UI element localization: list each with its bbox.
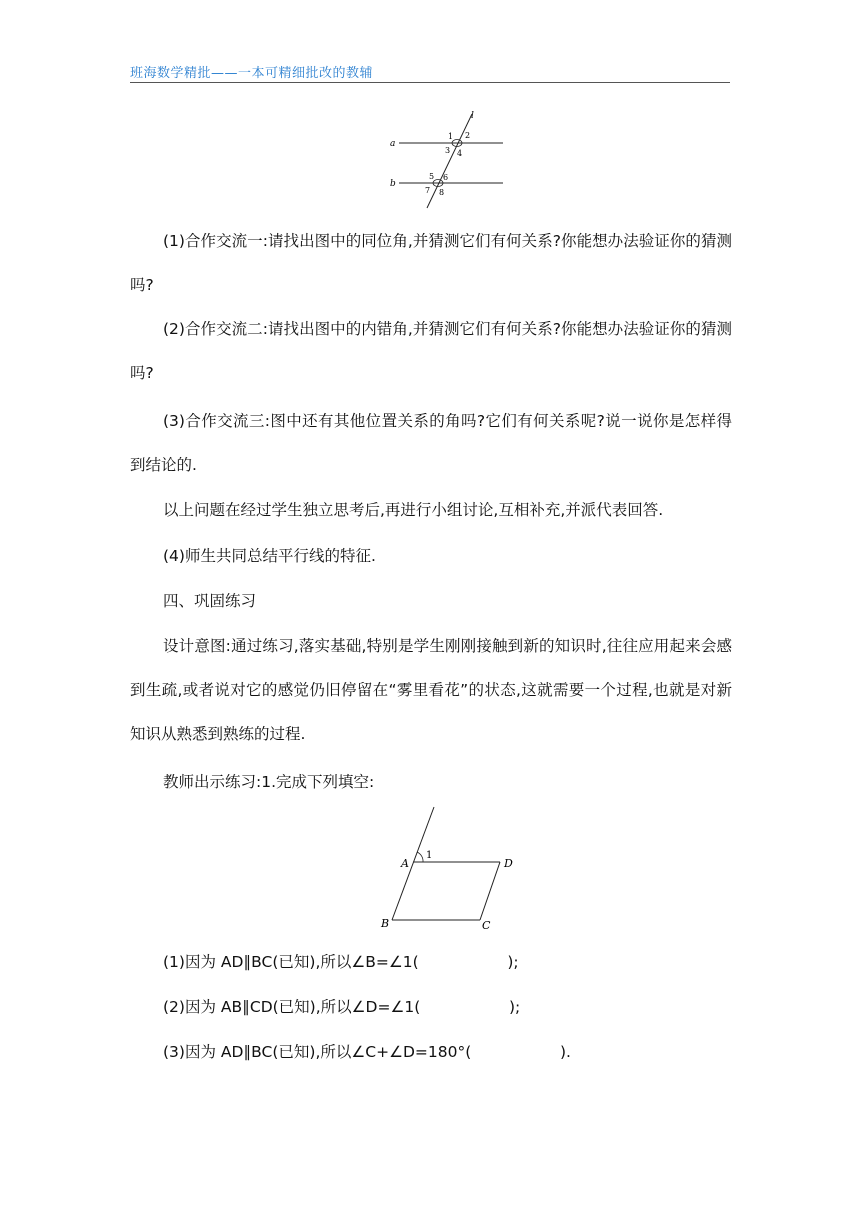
paragraph-design-intent: 设计意图:通过练习,落实基础,特别是学生刚刚接触到新的知识时,往往应用起来会感到生疏,或者说对它的感觉仍旧停留在“雾里看花”的状态,这就需要一个过程,也就是对新知识从熟悉到熟练的过程. bbox=[130, 637, 732, 743]
angle-5: 5 bbox=[429, 172, 435, 181]
vertex-c: C bbox=[482, 919, 491, 932]
paragraph-cooperation-1: (1)合作交流一:请找出图中的同位角,并猜测它们有何关系?你能想办法验证你的猜测吗? bbox=[130, 232, 732, 294]
exercise-2: (2)因为 AB∥CD(已知),所以∠D=∠1( ); bbox=[163, 998, 521, 1016]
angle-7: 7 bbox=[425, 186, 431, 195]
label-l: l bbox=[471, 111, 474, 121]
label-a: a bbox=[390, 139, 396, 149]
angle-1-arc bbox=[417, 852, 423, 862]
vertex-d: D bbox=[504, 857, 513, 870]
paragraph-discussion: 以上问题在经过学生独立思考后,再进行小组讨论,互相补充,并派代表回答. bbox=[163, 501, 664, 519]
transversal-l bbox=[427, 114, 472, 208]
angle-6: 6 bbox=[443, 173, 449, 182]
angle-2: 2 bbox=[465, 131, 471, 140]
vertex-a: A bbox=[401, 857, 409, 870]
paragraph-cooperation-2: (2)合作交流二:请找出图中的内错角,并猜测它们有何关系?你能想办法验证你的猜测吗? bbox=[130, 320, 732, 382]
angle-1: 1 bbox=[448, 132, 454, 141]
vertex-b: B bbox=[381, 917, 390, 930]
paragraph-cooperation-3: (3)合作交流三:图中还有其他位置关系的角吗?它们有何关系呢?说一说你是怎样得到结论的. bbox=[130, 412, 732, 474]
angle-1-label: 1 bbox=[426, 850, 433, 861]
label-b: b bbox=[390, 179, 396, 189]
paragraph-summary: (4)师生共同总结平行线的特征. bbox=[163, 547, 376, 565]
section-heading-practice: 四、巩固练习 bbox=[163, 592, 257, 610]
parallel-lines-figure bbox=[385, 108, 510, 210]
side-dc bbox=[480, 862, 500, 920]
paragraph-exercise-intro: 教师出示练习:1.完成下列填空: bbox=[163, 773, 375, 791]
exercise-1: (1)因为 AD∥BC(已知),所以∠B=∠1( ); bbox=[163, 953, 519, 971]
page-header: 班海数学精批——一本可精细批改的教辅 bbox=[130, 66, 374, 81]
exercise-3: (3)因为 AD∥BC(已知),所以∠C+∠D=180°( ). bbox=[163, 1043, 571, 1061]
parallelogram-figure bbox=[378, 805, 518, 933]
extended-side-ab bbox=[392, 807, 434, 920]
angle-3: 3 bbox=[445, 146, 451, 155]
header-divider bbox=[130, 82, 730, 83]
angle-4: 4 bbox=[457, 149, 463, 158]
angle-8: 8 bbox=[439, 188, 445, 197]
